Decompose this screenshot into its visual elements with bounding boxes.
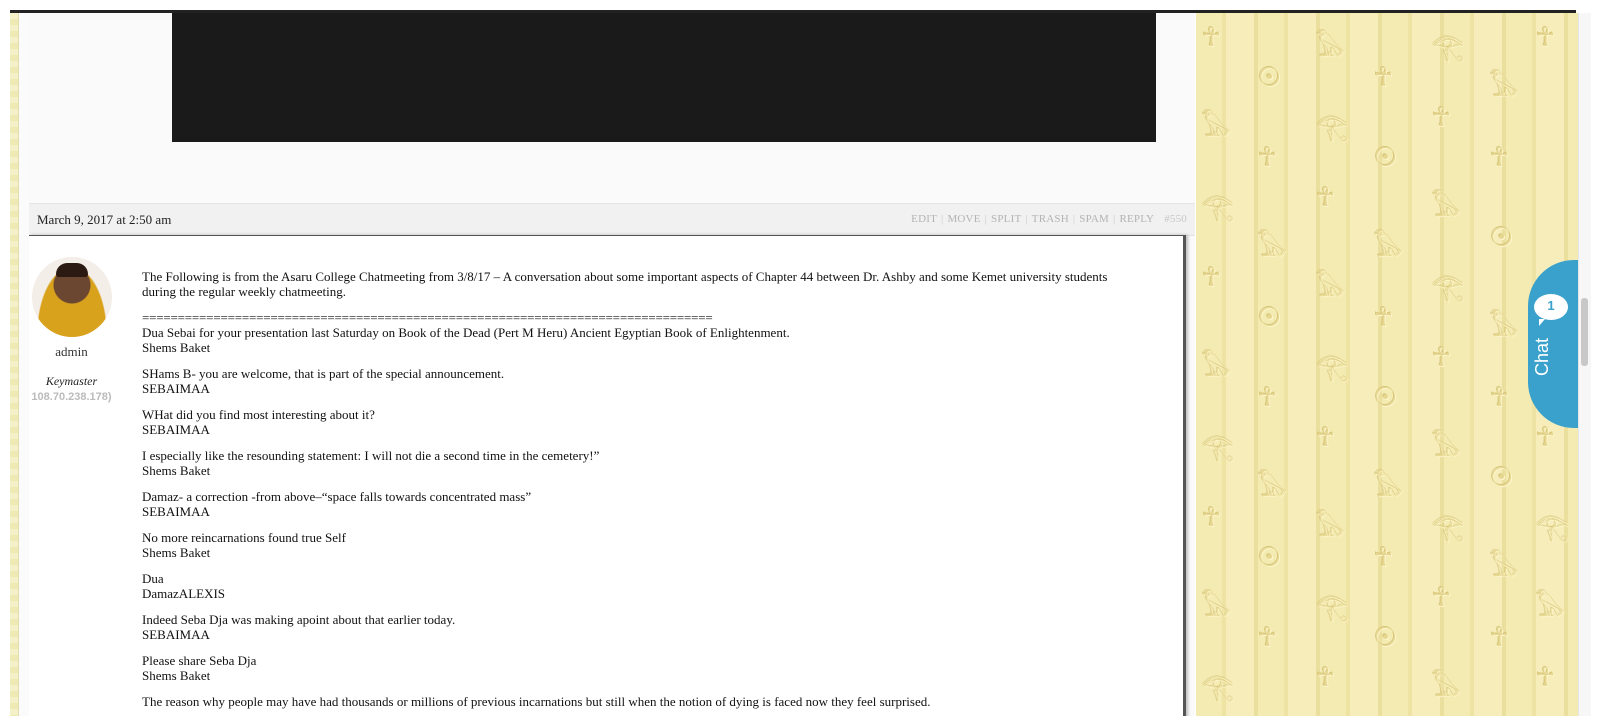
ankh-icon: ☥	[1258, 623, 1278, 653]
eye-icon: 𓂀	[1316, 593, 1349, 623]
ankh-icon: ☥	[1432, 103, 1452, 133]
sun-icon: ☉	[1374, 383, 1398, 413]
bird-icon: 𓅃	[1432, 433, 1461, 463]
edit-link[interactable]: EDIT	[911, 213, 938, 225]
hieroglyph-background-panel	[1196, 13, 1578, 716]
eye-icon: 𓂀	[1202, 433, 1235, 463]
split-link[interactable]: SPLIT	[991, 213, 1022, 225]
eye-icon: 𓂀	[1536, 513, 1569, 543]
spam-link[interactable]: SPAM	[1079, 213, 1110, 225]
author-role: Keymaster	[45, 374, 98, 388]
admin-links: EDIT | MOVE | SPLIT | TRASH | SPAM | REPLY #550	[911, 213, 1187, 225]
bird-icon: 𓅃	[1316, 513, 1345, 543]
glyph-column	[1316, 13, 1354, 716]
bird-icon: 𓅃	[1202, 593, 1231, 623]
chat-unread-count: 1	[1547, 298, 1555, 313]
glyph-column	[1490, 13, 1528, 716]
post-text	[142, 269, 1142, 716]
glyph-column	[1258, 13, 1296, 716]
bird-icon: 𓅃	[1490, 313, 1519, 343]
ankh-icon: ☥	[1432, 343, 1452, 373]
eye-icon: 𓂀	[1202, 193, 1235, 223]
separator-line: ================================================================================	[142, 310, 713, 325]
glyph-column	[1202, 13, 1240, 716]
chat-line: The reason why people may have had thousands or millions of previous incarnations but still when the notion of dying is faced now they feel surprised.	[142, 694, 931, 709]
chat-label: Chat	[1532, 337, 1552, 376]
ankh-icon: ☥	[1316, 663, 1336, 693]
chat-line: Dua Sebai for your presentation last Saturday on Book of the Dead (Pert M Heru) Ancient Egyptian Book of Enlightenment. Shems Baket	[142, 325, 790, 355]
ankh-icon: ☥	[1374, 303, 1394, 333]
bird-icon: 𓅃	[1316, 273, 1345, 303]
sun-icon: ☉	[1374, 143, 1398, 173]
ankh-icon: ☥	[1316, 423, 1336, 453]
ankh-icon: ☥	[1490, 383, 1510, 413]
bird-icon: 𓅃	[1374, 233, 1403, 263]
eye-icon: 𓂀	[1316, 353, 1349, 383]
bird-icon: 𓅃	[1316, 33, 1345, 63]
bird-icon: 𓅃	[1374, 473, 1403, 503]
bird-icon: 𓅃	[1490, 73, 1519, 103]
embedded-video[interactable]	[172, 13, 1156, 142]
chat-widget-tab[interactable]	[1528, 260, 1580, 428]
post-date: March 9, 2017 at 2:50 am	[37, 212, 172, 227]
bird-icon: 𓅃	[1258, 473, 1287, 503]
bird-icon: 𓅃	[1202, 113, 1231, 143]
eye-icon: 𓂀	[1432, 513, 1465, 543]
chat-line: Dua DamazALEXIS	[142, 571, 226, 601]
ankh-icon: ☥	[1374, 543, 1394, 573]
chat-line: Indeed Seba Dja was making apoint about that earlier today. SEBAIMAA	[142, 612, 456, 642]
author-name[interactable]: admin	[55, 344, 88, 359]
ankh-icon: ☥	[1536, 423, 1556, 453]
reply-link[interactable]: REPLY	[1119, 213, 1155, 225]
ankh-icon: ☥	[1316, 183, 1336, 213]
author-info	[29, 236, 114, 403]
eye-icon: 𓂀	[1432, 33, 1465, 63]
avatar[interactable]	[32, 257, 112, 337]
ankh-icon: ☥	[1536, 663, 1556, 693]
ankh-icon: ☥	[1258, 383, 1278, 413]
post-permalink[interactable]: #550	[1164, 213, 1187, 225]
author-ip: 108.70.238.178)	[31, 391, 112, 403]
chat-line: I especially like the resounding statement: I will not die a second time in the cemetery!” Shems Baket	[142, 448, 600, 478]
bird-icon: 𓅃	[1490, 553, 1519, 583]
move-link[interactable]: MOVE	[947, 213, 981, 225]
sun-icon: ☉	[1374, 623, 1398, 653]
eye-icon: 𓂀	[1432, 273, 1465, 303]
ankh-icon: ☥	[1202, 503, 1222, 533]
ankh-icon: ☥	[1202, 23, 1222, 53]
ankh-icon: ☥	[1374, 63, 1394, 93]
bird-icon: 𓅃	[1202, 353, 1231, 383]
chat-line: No more reincarnations found true Self Shems Baket	[142, 530, 346, 560]
sun-icon: ☉	[1490, 463, 1514, 493]
bottom-edge	[10, 716, 1590, 726]
ankh-icon: ☥	[1490, 143, 1510, 173]
glyph-column	[1432, 13, 1470, 716]
forum-content	[29, 13, 1195, 716]
ankh-icon: ☥	[1432, 583, 1452, 613]
scrollbar-thumb[interactable]	[1581, 298, 1588, 366]
bird-icon: 𓅃	[1536, 593, 1565, 623]
post-body	[29, 235, 1186, 716]
bird-icon: 𓅃	[1432, 193, 1461, 223]
reply-header	[29, 203, 1195, 236]
left-decorative-strip	[10, 13, 19, 716]
bird-icon: 𓅃	[1432, 673, 1461, 703]
ankh-icon: ☥	[1536, 23, 1556, 53]
sun-icon: ☉	[1258, 63, 1282, 93]
ankh-icon: ☥	[1490, 623, 1510, 653]
sun-icon: ☉	[1258, 543, 1282, 573]
bird-icon: 𓅃	[1258, 233, 1287, 263]
chat-line: SHams B- you are welcome, that is part of the special announcement. SEBAIMAA	[142, 366, 505, 396]
post-intro: The Following is from the Asaru College Chatmeeting from 3/8/17 – A conversation about some important aspects of Chapter 44 between Dr. Ashby and some Kemet university students during the regular weekly chatmeeting.	[142, 269, 1108, 299]
ankh-icon: ☥	[1258, 143, 1278, 173]
eye-icon: 𓂀	[1316, 113, 1349, 143]
eye-icon: 𓂀	[1202, 673, 1235, 703]
ankh-icon: ☥	[1202, 263, 1222, 293]
left-gutter	[19, 13, 29, 716]
chat-line: Damaz- a correction -from above–“space falls towards concentrated mass” SEBAIMAA	[142, 489, 532, 519]
chat-line: Please share Seba Dja Shems Baket	[142, 653, 257, 683]
sun-icon: ☉	[1490, 223, 1514, 253]
trash-link[interactable]: TRASH	[1031, 213, 1069, 225]
chat-line: WHat did you find most interesting about it? SEBAIMAA	[142, 407, 375, 437]
sun-icon: ☉	[1258, 303, 1282, 333]
glyph-column	[1374, 13, 1412, 716]
